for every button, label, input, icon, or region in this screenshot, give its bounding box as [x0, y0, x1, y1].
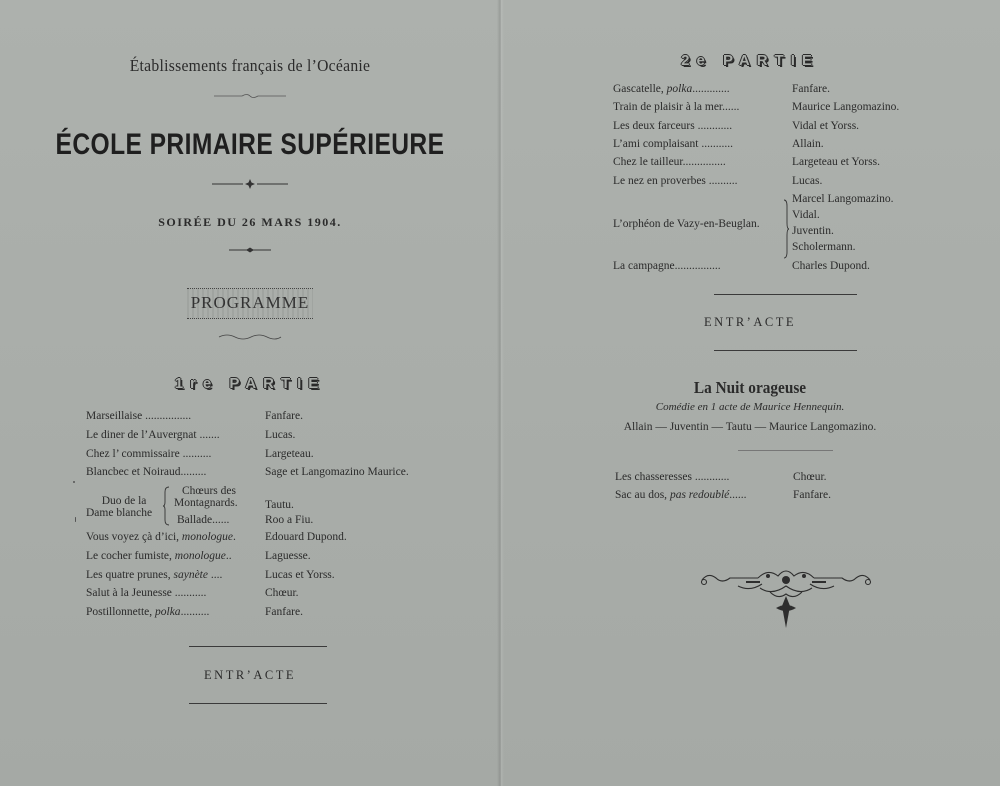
divider-line [189, 646, 327, 647]
play-cast: Allain — Juventin — Tautu — Maurice Langomazino. [623, 421, 877, 433]
left-page: Établissements français de l’Océanie ÉCOLE PRIMAIRE SUPÉRIEURE SOIRÉE DU 26 MARS 1904. PROGRAMME 1re PARTIE Marseillaise ................ Fanfare. Le diner de l’Auvergnat ....... Lucas. Chez l’ commissaire .......... Largeteau. Blancbec et Noiraud......... Sage et Langomazino Maurice. Duo de la Dame blanche Chœurs des Montagnards. Tautu. Ballade...... Roo a Fiu. Vous voyez çà d’ici, monologue. Edouard Dupond. Le cocher fumiste, monologue.. Laguesse. Les quatre prunes, saynète .... Lucas et Yorss. Salut à la Jeunesse ........... Chœur. Postillonnette, polka.......... Fanfare. ENTR’ACTE [0, 0, 500, 786]
soiree-date: SOIRÉE DU 26 MARS 1904. [158, 215, 342, 229]
small-divider-icon [228, 246, 272, 254]
star-divider-icon [210, 178, 290, 190]
entracte-right: ENTR’ACTE [704, 315, 796, 329]
school-title: ÉCOLE PRIMAIRE SUPÉRIEURE [55, 128, 445, 161]
divider-line [714, 350, 857, 351]
programme-label: PROGRAMME [187, 288, 314, 319]
ornament-icon [698, 566, 874, 630]
left-brace-icon [163, 486, 171, 526]
small-flourish-icon [212, 92, 288, 100]
divider-line [738, 450, 833, 451]
page-fold [497, 0, 504, 786]
orpheon-performer: Juventin. [792, 225, 834, 237]
duo-label: Duo de la Dame blanche [86, 495, 153, 519]
speck [73, 481, 75, 483]
orpheon-performer: Scholermann. [792, 241, 856, 253]
play-subtitle: Comédie en 1 acte de Maurice Hennequin. [655, 401, 845, 413]
divider-line [189, 703, 327, 704]
right-brace-icon [782, 199, 790, 259]
divider-line [714, 294, 857, 295]
partie-1-heading: 1re PARTIE [174, 375, 326, 392]
duo-sub1: Chœurs des Montagnards. [174, 485, 238, 509]
orpheon-performer: Vidal. [792, 209, 820, 221]
orpheon-title: L’orphéon de Vazy-en-Beuglan. [613, 218, 760, 230]
orpheon-performer: Marcel Langomazino. [792, 193, 894, 205]
speck [75, 517, 76, 522]
partie-2-heading: 2e PARTIE [681, 52, 819, 69]
wave-flourish-icon [217, 333, 283, 341]
header-colony: Établissements français de l’Océanie [129, 56, 371, 75]
duo-sub2: Ballade...... [177, 514, 230, 526]
programme-heading [0, 288, 500, 319]
right-page: 2e PARTIE Gascatelle, polka............. Fanfare. Train de plaisir à la mer...... Maurice Langomazino. Les deux farceurs ............ Vidal et Yorss. L’ami complaisant ........... Allain. Chez le tailleur............... Largeteau et Yorss. Le nez en proverbes .......... Lucas. L’orphéon de Vazy-en-Beuglan. Marcel Langomazino. Vidal. Juventin. Scholermann. La campagne................ Charles Dupond. ENTR’ACTE La Nuit orageuse Comédie en 1 acte de Maurice Hennequin. Allain — Juventin — Tautu — Maurice Langomazino. Les chasseresses ............ Chœur. Sac au dos, pas redoublé...... Fanfare. [500, 0, 1000, 786]
entracte-left: ENTR’ACTE [204, 668, 296, 682]
play-title: La Nuit orageuse [693, 378, 807, 397]
duo-sub2-performer: Roo a Fiu. [265, 514, 314, 526]
duo-sub1-performer: Tautu. [265, 499, 294, 511]
